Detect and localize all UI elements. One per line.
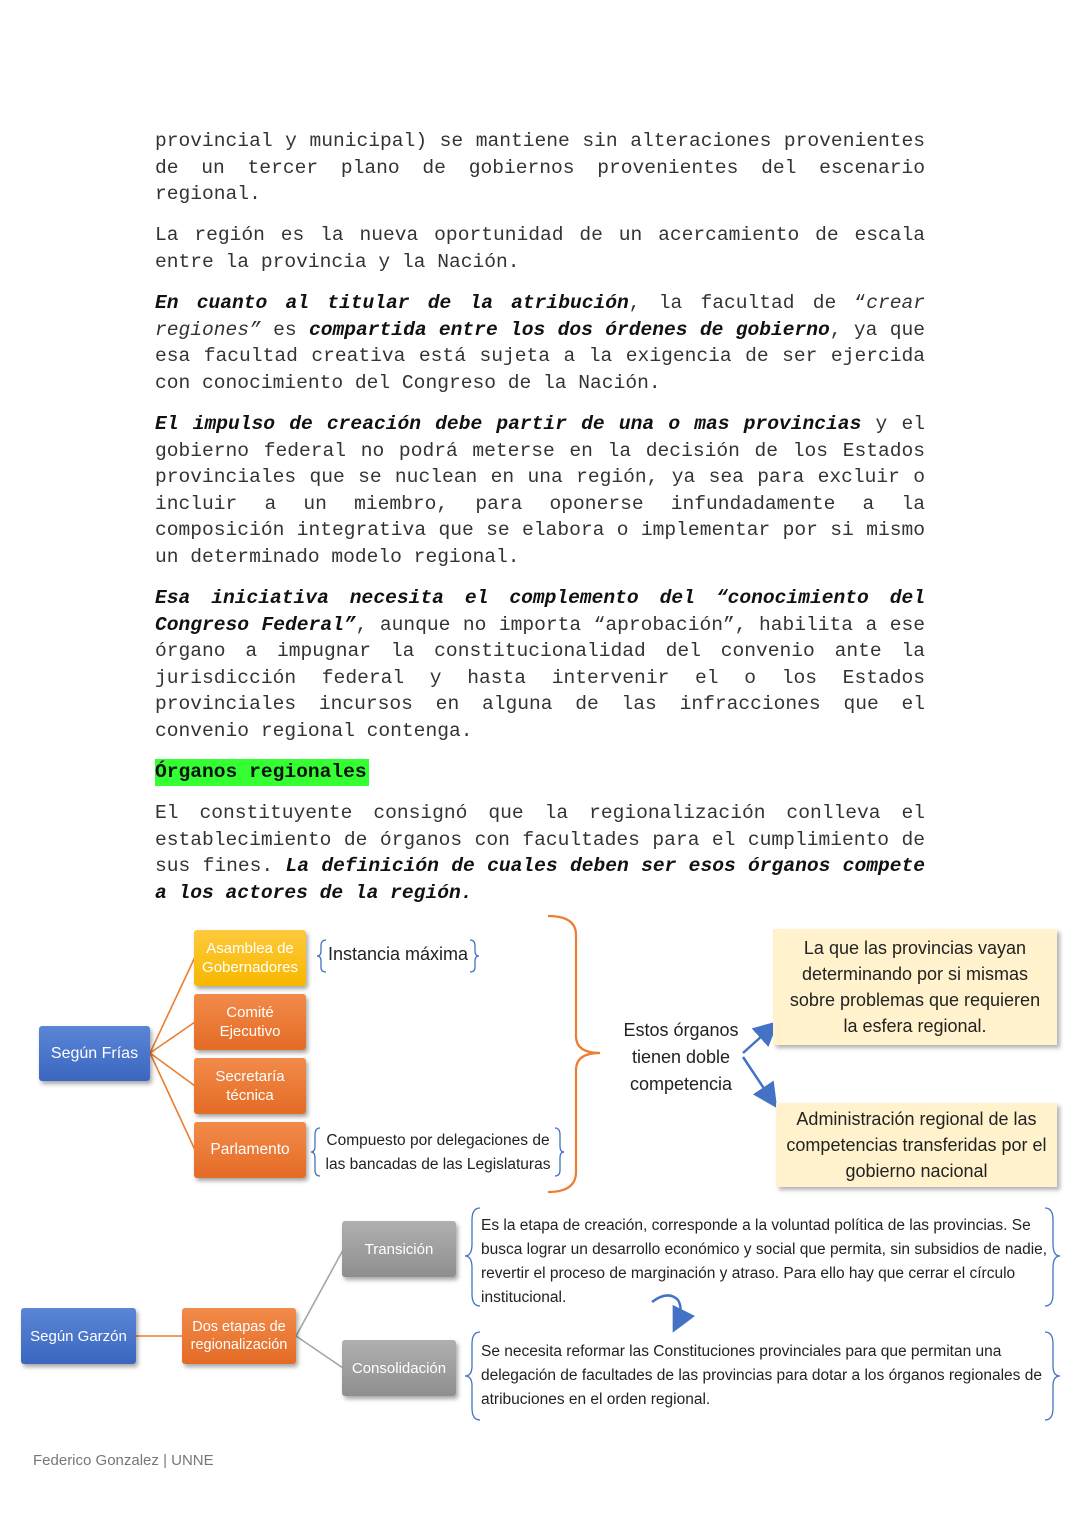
note-parlamento: Compuesto por delegaciones de las bancadas de las Legislaturas (325, 1132, 551, 1173)
paragraph-2: La región es la nueva oportunidad de un acercamiento de escala entre la provincia y la Nación. (155, 224, 925, 273)
node-secretaria-tecnica: Secretaría técnica (194, 1058, 306, 1114)
text-run: El constituyente consignó que la regionalización conlleva el establecimiento de órganos con facultades para el cumplimiento de sus fines. (155, 802, 925, 877)
node-consolidacion: Consolidación (342, 1340, 456, 1396)
italic-run: crear regiones” (155, 292, 925, 341)
node-doble-competencia: Estos órganos tienen doble competencia (623, 1020, 739, 1094)
text-run: , aunque no importa “aprobación”, habilita a ese órgano a impugnar la constitucionalidad del convenio ante la jurisdicción federal y hasta intervenir el o los Estados provinciales incursos en alguna de las infracciones que el convenio regional contenga. (155, 613, 925, 742)
node-dos-etapas: Dos etapas de regionalización (182, 1308, 296, 1364)
description-transicion: Es la etapa de creación, corresponde a la voluntad política de las provincias. Se busca lograr un desarrollo económico y social que permita, sin subsidios de nadie, revertir el proceso de marginación y atraso. Para ello hay que cerrar el círculo institucional. (481, 1217, 1048, 1306)
node-comite-ejecutivo: Comité Ejecutivo (194, 994, 306, 1050)
text-run: es (260, 318, 309, 341)
text-run: y el gobierno federal no podrá meterse en la decisión de los Estados provinciales que se nuclean en una región, ya sea para excluir o incluir a un miembro, para oponerse infundadamente a la composición integrativa que se elabora o implementar por si mismo un determinado modelo regional. (155, 413, 925, 568)
root-node-garzon: Según Garzón (21, 1308, 136, 1364)
competence-provincial: La que las provincias vayan determinando por si mismas sobre problemas que requieren la esfera regional. (773, 929, 1057, 1045)
emphasis: compartida entre los dos órdenes de gobierno (309, 318, 830, 341)
section-heading: Órganos regionales (155, 759, 369, 786)
paragraph-1: provincial y municipal) se mantiene sin alteraciones provenientes de un tercer plano de gobiernos provenientes del escenario regional. (155, 130, 925, 205)
text-run: , la facultad de “ (628, 292, 867, 314)
text-run: , ya que esa facultad creativa está sujeta a la exigencia de ser ejercida con conocimiento del Congreso de la Nación. (155, 318, 925, 394)
emphasis: La definición de cuales deben ser esos órganos compete a los actores de la región. (155, 855, 925, 904)
emphasis: Esa iniciativa necesita el complemento del “conocimiento del Congreso Federal” (155, 587, 925, 636)
node-transicion: Transición (342, 1221, 456, 1277)
emphasis: El impulso de creación debe partir de una o mas provincias (155, 413, 862, 435)
competence-national: Administración regional de las competencias transferidas por el gobierno nacional (776, 1103, 1057, 1187)
page-footer: Federico Gonzalez | UNNE (33, 1452, 214, 1469)
emphasis: En cuanto al titular de la atribución (155, 292, 629, 314)
node-parlamento: Parlamento (194, 1122, 306, 1178)
description-consolidacion: Se necesita reformar las Constituciones provinciales para que permitan una delegación de facultades de las provincias para dotar a los órganos regionales de atribuciones en el orden regional. (481, 1343, 1042, 1408)
node-asamblea-gobernadores: Asamblea de Gobernadores (194, 930, 306, 986)
root-node-frias: Según Frías (39, 1026, 150, 1081)
note-instancia-maxima: Instancia máxima (328, 944, 469, 964)
